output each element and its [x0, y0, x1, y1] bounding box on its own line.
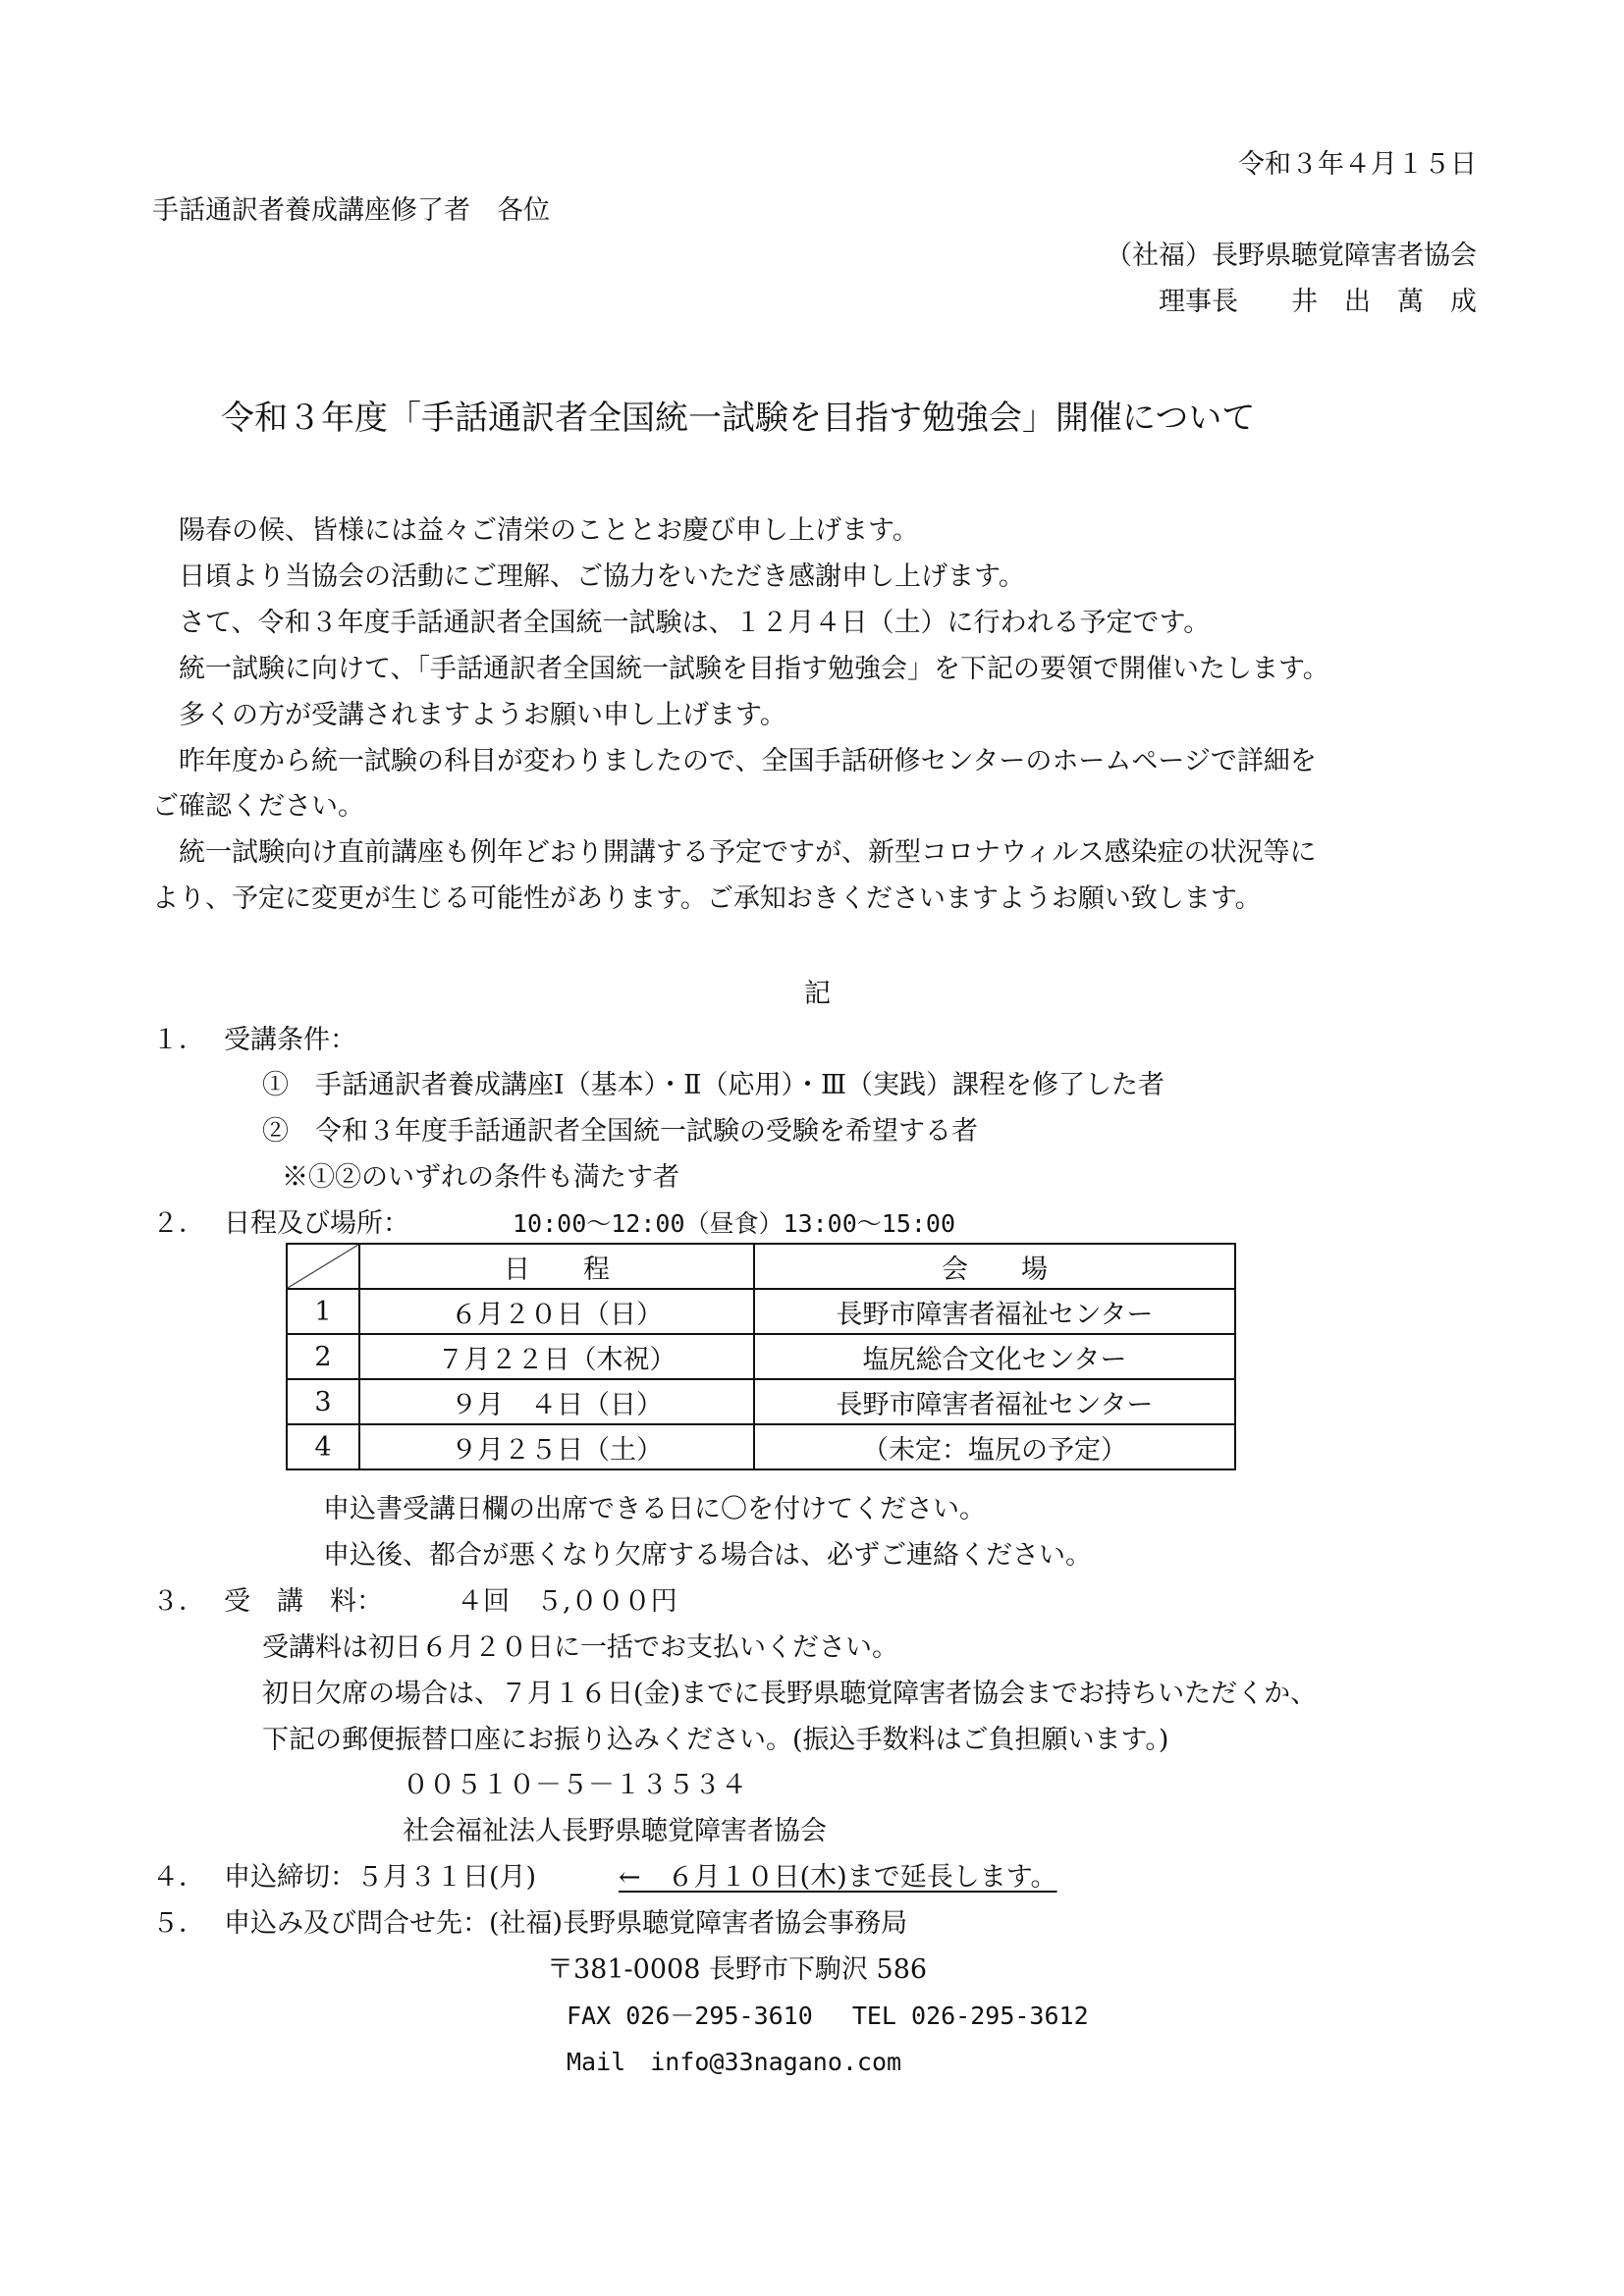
section-number: ４． [152, 1862, 205, 1893]
deadline-label: 申込締切：５月３１日(月) [224, 1862, 537, 1893]
body-line: さて、令和３年度手話通訳者全国統一試験は、１２月４日（土）に行われる予定です。 [179, 608, 1211, 638]
row-number: 4 [287, 1424, 359, 1469]
body-line: 統一試験に向けて、「手話通訳者全国統一試験を目指す勉強会」を下記の要領で開催いたします。 [179, 654, 1329, 684]
body-line: 昨年度から統一試験の科目が変わりましたので、全国手話研修センターのホームページで詳細を [179, 746, 1317, 776]
fee-amount: ４回 ５,０００円 [457, 1586, 677, 1617]
table-row [287, 1334, 1235, 1379]
row-number: 2 [287, 1334, 359, 1379]
section-label: 受 講 料： [224, 1586, 383, 1617]
table-header-venue: 会 場 [754, 1244, 1235, 1289]
page-title: 令和３年度「手話通訳者全国統一試験を目指す勉強会」開催について [221, 399, 1256, 438]
ki-heading: 記 [804, 979, 831, 1009]
condition-note: ※①②のいずれの条件も満たす者 [282, 1162, 679, 1193]
fee-line: 受講料は初日６月２０日に一括でお支払いください。 [262, 1632, 898, 1663]
section-number: ５． [152, 1908, 205, 1939]
row-number: 3 [287, 1379, 359, 1424]
row-venue: （未定：塩尻の予定） [754, 1424, 1235, 1469]
row-number: 1 [287, 1289, 359, 1334]
table-row [287, 1379, 1235, 1424]
table-corner-cell [287, 1244, 359, 1289]
schedule-time: 10:00～12:00（昼食）13:00～15:00 [513, 1209, 956, 1238]
schedule-note: 申込書受講日欄の出席できる日に〇を付けてください。 [323, 1494, 986, 1524]
condition-item: ① 手話通訳者養成講座Ⅰ（基本）・Ⅱ（応用）・Ⅲ（実践）課程を修了した者 [262, 1070, 1165, 1100]
schedule-note: 申込後、都合が悪くなり欠席する場合は、必ずご連絡ください。 [323, 1540, 1092, 1571]
fee-line: 初日欠席の場合は、７月１６日(金)までに長野県聴覚障害者協会までお持ちいただくか、 [262, 1679, 1318, 1709]
table-header-row [287, 1244, 1235, 1289]
row-date: ７月２２日（木祝） [359, 1334, 754, 1379]
issue-date: 令和３年４月１５日 [1238, 149, 1477, 180]
body-line: 多くの方が受講されますようお願い申し上げます。 [179, 700, 786, 730]
row-date: ９月２５日（土） [359, 1424, 754, 1469]
row-venue: 長野市障害者福祉センター [754, 1379, 1235, 1424]
section-number: ３． [152, 1586, 205, 1617]
fee-line: 下記の郵便振替口座にお振り込みください。(振込手数料はご負担願います。) [262, 1725, 1169, 1755]
body-line: 陽春の候、皆様には益々ご清栄のこととお慶び申し上げます。 [179, 515, 919, 546]
row-date: ９月 ４日（日） [359, 1379, 754, 1424]
contact-address: 〒381-0008 長野市下駒沢 586 [547, 1954, 928, 1985]
deadline-extension: ← ６月１０日(木)まで延長します。 [619, 1862, 1057, 1893]
body-line: 統一試験向け直前講座も例年どおり開講する予定ですが、新型コロナウィルス感染症の状況等に [179, 837, 1317, 868]
body-line: 日頃より当協会の活動にご理解、ご協力をいただき感謝申し上げます。 [179, 561, 1025, 592]
section-label: 受講条件： [224, 1025, 356, 1055]
postal-account-name: 社会福祉法人長野県聴覚障害者協会 [403, 1816, 827, 1846]
section-number: １． [152, 1025, 205, 1055]
table-header-date: 日 程 [359, 1244, 754, 1289]
sender-org: （社福）長野県聴覚障害者協会 [1106, 240, 1477, 271]
section-label: 日程及び場所： [224, 1208, 409, 1239]
sender-name: 理事長 井 出 萬 成 [1159, 287, 1477, 317]
addressee: 手話通訳者養成講座修了者 各位 [152, 195, 550, 226]
contact-mail: Mail info@33nagano.com [567, 2048, 902, 2076]
postal-account-number: ００５１０－５－１３５３４ [403, 1770, 747, 1800]
row-date: ６月２０日（日） [359, 1289, 754, 1334]
body-line: より、予定に変更が生じる可能性があります。ご承知おきくださいますようお願い致します。 [152, 883, 1262, 914]
table-row [287, 1424, 1235, 1469]
contact-label: 申込み及び問合せ先：(社福)長野県聴覚障害者協会事務局 [224, 1908, 908, 1939]
body-line: ご確認ください。 [152, 791, 364, 822]
row-venue: 塩尻総合文化センター [754, 1334, 1235, 1379]
schedule-table [286, 1243, 1236, 1470]
row-venue: 長野市障害者福祉センター [754, 1289, 1235, 1334]
contact-fax-tel: FAX 026－295-3610 TEL 026-295-3612 [567, 2002, 1089, 2030]
condition-item: ② 令和３年度手話通訳者全国統一試験の受験を希望する者 [262, 1116, 978, 1147]
section-number: ２． [152, 1208, 205, 1239]
table-row [287, 1289, 1235, 1334]
